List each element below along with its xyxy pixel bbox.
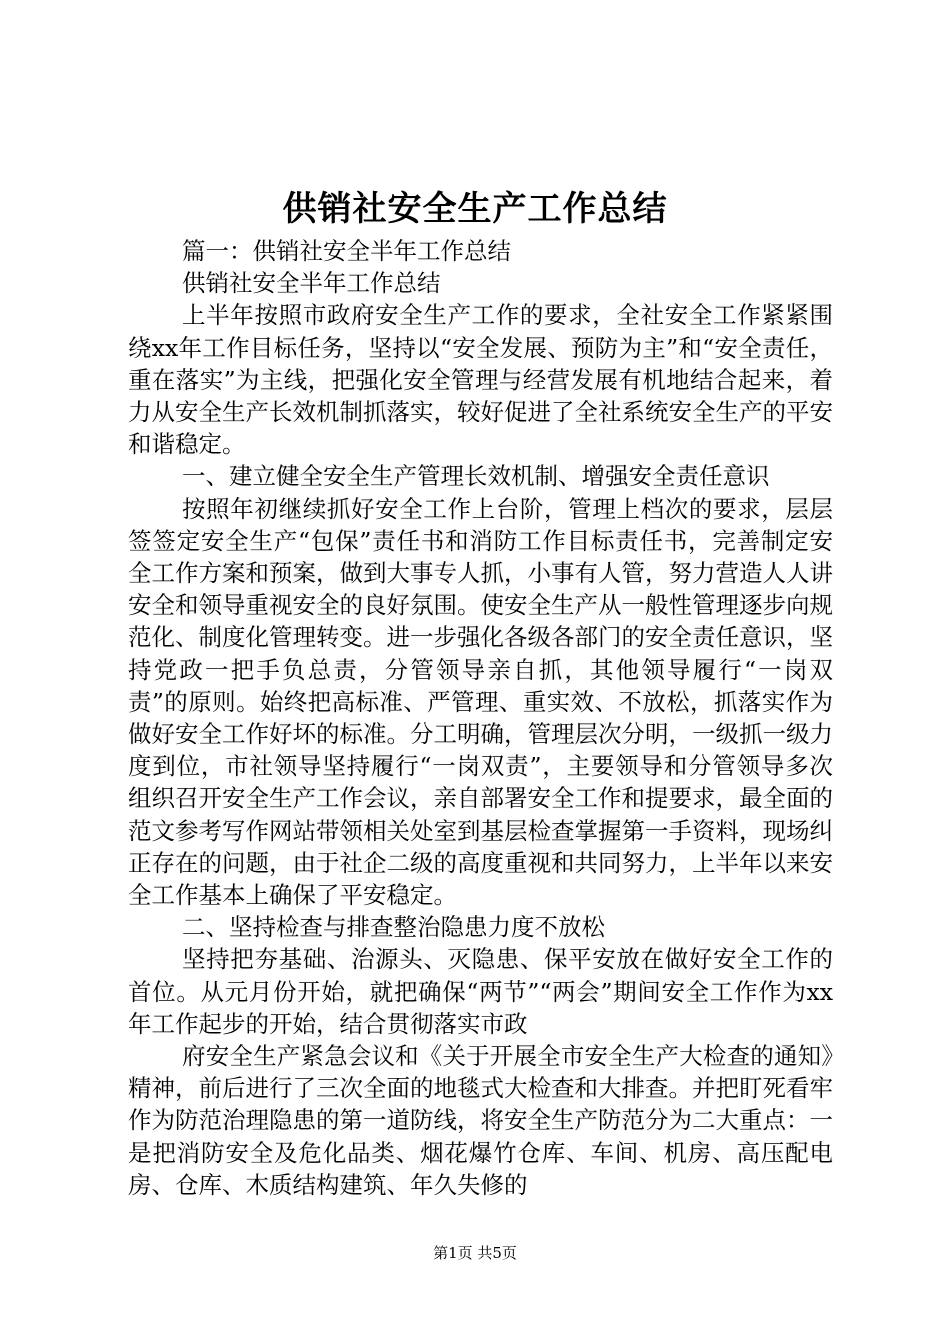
paragraph-section-one-heading: 一、建立健全安全生产管理长效机制、增强安全责任意识 xyxy=(182,462,770,491)
paragraph-section-two-body: 坚持把夯基础、治源头、灭隐患、保平安放在做好安全工作的首位。从元月份开始，就把确保“两节”“两会”期间安全工作作为xx年工作起步的开始，结合贯彻落实市政 xyxy=(128,945,833,1038)
paragraph-intro: 上半年按照市政府安全生产工作的要求，全社安全工作紧紧围绕xx年工作目标任务，坚持以“安全发展、预防为主”和“安全责任，重在落实”为主线，把强化安全管理与经营发展有机地结合起来，着力从安全生产长效机制抓落实，较好促进了全社系统安全生产的平安和谐稳定。 xyxy=(128,301,833,459)
paragraph-section-two-continued: 府安全生产紧急会议和《关于开展全市安全生产大检查的通知》精神，前后进行了三次全面的地毯式大检查和大排查。并把盯死看牢作为防范治理隐患的第一道防线，将安全生产防范分为二大重点：一是把消防安全及危化品类、烟花爆竹仓库、车间、机房、高压配电房、仓库、木质结构建筑、年久失修的 xyxy=(128,1042,833,1199)
paragraph-section-one-body: 按照年初继续抓好安全工作上台阶，管理上档次的要求，层层签签定安全生产“包保”责任书和消防工作目标责任书，完善制定安全工作方案和预案，做到大事专人抓，小事有人管，努力营造人人讲安全和领导重视安全的良好氛围。使安全生产从一般性管理逐步向规范化、制度化管理转变。进一步强化各级各部门的安全责任意识，坚持党政一把手负总责，分管领导亲自抓，其他领导履行“一岗双责”的原则。始终把高标准、严管理、重实效、不放松，抓落实作为做好安全工作好坏的标准。分工明确，管理层次分明，一级抓一级力度到位，市社领导坚持履行“一岗双责”，主要领导和分管领导多次组织召开安全生产工作会议，亲自部署安全工作和提要求，最全面的范文参考写作网站带领相关处室到基层检查掌握第一手资料，现场纠正存在的问题，由于社企二级的高度重视和共同努力，上半年以来安全工作基本上确保了平安稳定。 xyxy=(128,494,833,910)
document-title: 供销社安全生产工作总结 xyxy=(282,189,668,229)
paragraph-heading-part-one: 篇一：供销社安全半年工作总结 xyxy=(182,237,512,265)
paragraph-section-two-heading: 二、坚持检查与排查整治隐患力度不放松 xyxy=(182,913,606,942)
document-body xyxy=(128,235,833,1201)
page-number-footer: 第1页 共5页 xyxy=(433,1244,517,1262)
paragraph-subtitle: 供销社安全半年工作总结 xyxy=(182,269,441,298)
